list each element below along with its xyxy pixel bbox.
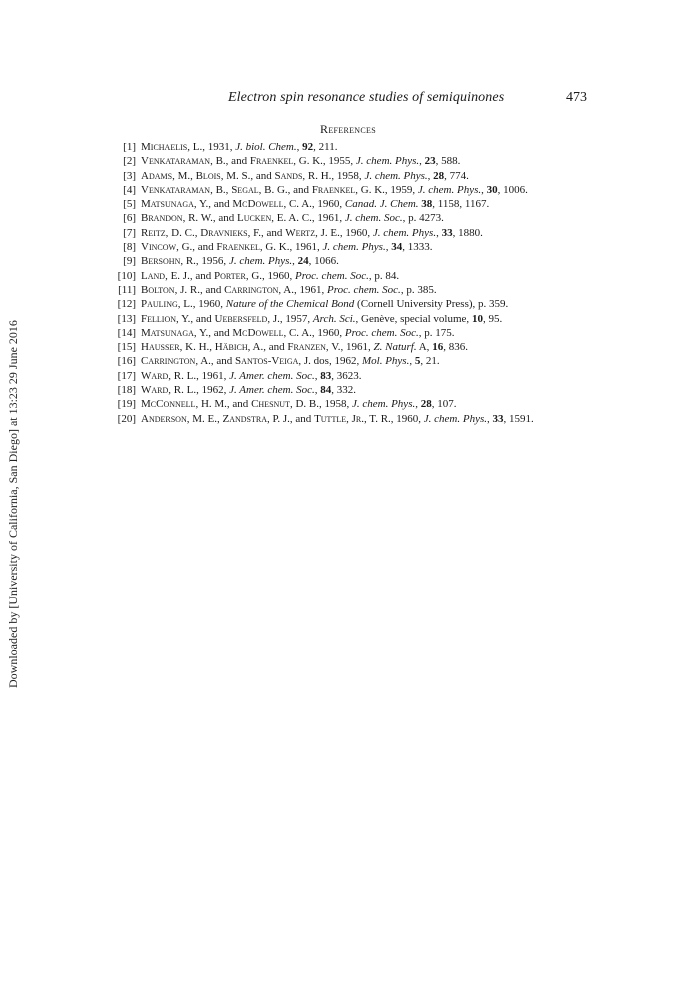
ref-author: Uebersfeld: [214, 312, 268, 325]
ref-journal: J. Amer. chem. Soc.: [229, 369, 315, 382]
ref-author: Reitz: [141, 226, 166, 239]
ref-journal: Mol. Phys.: [361, 355, 410, 368]
ref-journal: J. chem. Phys.: [417, 183, 482, 196]
reference-number: [20]: [117, 412, 136, 425]
ref-text: ,: [415, 398, 421, 411]
ref-text: , 95.: [482, 312, 503, 325]
ref-text: , 836.: [443, 341, 468, 354]
reference-number: [5]: [123, 198, 136, 211]
ref-volume: 16: [432, 341, 444, 354]
ref-text: ,: [314, 384, 321, 397]
ref-text: , C. A., 1960,: [283, 198, 345, 211]
ref-text: , M. E.,: [186, 412, 223, 425]
ref-text: , J. R., and: [174, 283, 225, 296]
ref-volume: 28: [433, 169, 445, 182]
ref-author: Matsunaga: [141, 198, 194, 211]
reference-item: [110, 140, 600, 154]
ref-text: , R. W., and: [182, 212, 237, 225]
ref-text: , D. C.,: [165, 226, 201, 239]
ref-volume: 24: [297, 255, 309, 268]
ref-text: , 1591.: [503, 412, 534, 425]
ref-journal: Canad. J. Chem.: [344, 198, 419, 211]
ref-text: ,: [436, 226, 442, 239]
ref-journal: J. chem. Phys.: [423, 412, 488, 425]
ref-text: , p. 84.: [368, 269, 400, 282]
reference-number: [6]: [123, 212, 136, 225]
ref-text: , J. dos, 1962,: [298, 355, 362, 368]
ref-text: , R. L., 1962,: [168, 384, 230, 397]
ref-author: McDowell: [232, 198, 284, 211]
reference-item: [110, 269, 600, 283]
ref-author: Pauling: [141, 298, 178, 311]
ref-text: , R. H., 1958,: [302, 169, 365, 182]
ref-text: , 3623.: [331, 369, 362, 382]
reference-number: [1]: [123, 141, 136, 153]
ref-text: , 211.: [313, 141, 338, 153]
ref-text: , 1006.: [497, 183, 528, 196]
reference-number: [19]: [117, 398, 136, 411]
ref-author: Ward: [141, 384, 169, 397]
reference-number: [18]: [117, 384, 136, 397]
ref-author: Franzen: [287, 341, 326, 354]
ref-text: , C. A., 1960,: [283, 326, 345, 339]
ref-text: , 1066.: [308, 255, 339, 268]
reference-item: [110, 197, 600, 211]
running-title: Electron spin resonance studies of semiquinones: [228, 90, 505, 105]
ref-text: , G., 1960,: [245, 269, 296, 282]
reference-body: [141, 354, 600, 368]
download-notice: Downloaded by [University of California, San Diego] at 13:23 29 June 2016: [6, 320, 20, 688]
reference-body: [141, 269, 600, 283]
ref-journal: Arch. Sci.: [312, 312, 356, 325]
ref-text: , M. S., and: [220, 169, 275, 182]
reference-item: [110, 297, 600, 311]
ref-author: Wertz: [285, 226, 316, 239]
ref-text: A,: [416, 341, 433, 354]
ref-text: ,: [481, 183, 487, 196]
ref-text: , 21.: [420, 355, 440, 368]
reference-number: [12]: [117, 298, 136, 311]
ref-text: ,: [346, 412, 352, 425]
ref-volume: 5: [414, 355, 421, 368]
reference-number: [15]: [117, 341, 136, 354]
ref-author: Bolton: [141, 283, 175, 296]
reference-body: [141, 211, 600, 225]
ref-journal: Proc. chem. Soc.: [295, 269, 369, 282]
ref-author: Zandstra: [222, 412, 267, 425]
ref-author: Carrington: [141, 355, 196, 368]
reference-number: [2]: [123, 155, 136, 168]
reference-number: [13]: [117, 312, 136, 325]
reference-body: [141, 326, 600, 340]
reference-number: [8]: [123, 241, 136, 254]
ref-author: Porter: [213, 269, 246, 282]
ref-journal: Proc. chem. Soc.: [326, 283, 401, 296]
ref-text: , 107.: [431, 398, 457, 411]
reference-body: [141, 369, 600, 383]
reference-number: [7]: [123, 226, 136, 239]
ref-text: , 1333.: [402, 241, 433, 254]
ref-author: Bersohn: [141, 255, 181, 268]
reference-item: [110, 340, 600, 354]
references-heading: References: [320, 122, 376, 136]
reference-body: [141, 154, 600, 168]
reference-number: [9]: [123, 255, 136, 268]
ref-text: , L., 1931,: [187, 141, 236, 153]
ref-text: , 332.: [331, 384, 356, 397]
reference-item: [110, 283, 600, 297]
reference-item: [110, 383, 600, 397]
ref-text: , 774.: [444, 169, 469, 182]
ref-author: Sands: [274, 169, 303, 182]
ref-text: , A., 1961,: [278, 283, 327, 296]
reference-list: [110, 140, 600, 426]
reference-body: [141, 297, 600, 311]
reference-item: [110, 169, 600, 183]
reference-item: [110, 354, 600, 368]
ref-author: Hausser: [141, 341, 180, 354]
ref-text: , G. K., 1961,: [259, 241, 323, 254]
ref-journal: J. chem. Phys.: [355, 155, 420, 168]
ref-author: Carrington: [224, 283, 279, 296]
ref-volume: 23: [424, 155, 436, 168]
ref-volume: 38: [421, 198, 433, 211]
ref-text: ,: [292, 255, 298, 268]
ref-journal: J. chem. Phys.: [228, 255, 293, 268]
ref-volume: 28: [420, 398, 432, 411]
reference-item: [110, 254, 600, 268]
ref-text: , Y., and: [193, 198, 233, 211]
ref-author: Fraenkel: [216, 241, 260, 254]
ref-text: ,: [419, 155, 425, 168]
ref-journal: J. biol. Chem.: [235, 141, 297, 153]
ref-text: (Cornell University Press), p. 359.: [354, 298, 509, 311]
reference-number: [4]: [123, 183, 136, 196]
ref-text: , A., and: [195, 355, 236, 368]
ref-journal: Proc. chem. Soc.: [344, 326, 419, 339]
ref-text: ,: [409, 355, 415, 368]
ref-text: , p. 385.: [400, 283, 437, 296]
reference-item: [110, 154, 600, 168]
ref-author: Chesnut: [251, 398, 290, 411]
ref-text: , B. G., and: [258, 183, 312, 196]
page-number: 473: [566, 90, 587, 105]
reference-item: [110, 211, 600, 225]
ref-volume: 10: [471, 312, 483, 325]
ref-text: , L., 1960,: [177, 298, 226, 311]
reference-body: [141, 197, 600, 211]
ref-journal: J. chem. Phys.: [364, 169, 428, 182]
ref-text: , E. A. C., 1961,: [271, 212, 345, 225]
ref-text: , B.,: [210, 183, 232, 196]
ref-author: Lucken: [236, 212, 272, 225]
ref-volume: 84: [320, 384, 332, 397]
reference-body: [141, 340, 600, 354]
ref-journal: Nature of the Chemical Bond: [225, 298, 355, 311]
ref-text: , A., and: [247, 341, 288, 354]
ref-volume: 92: [302, 141, 314, 153]
reference-body: [141, 397, 600, 411]
ref-author: Adams: [141, 169, 173, 182]
ref-author: Dravnieks: [200, 226, 248, 239]
reference-item: [110, 369, 600, 383]
reference-item: [110, 183, 600, 197]
ref-author: Fraenkel: [311, 183, 356, 196]
ref-text: , B., and: [210, 155, 250, 168]
reference-item: [110, 326, 600, 340]
ref-text: , J., 1957,: [267, 312, 313, 325]
ref-text: , V., 1961,: [325, 341, 374, 354]
ref-text: ,: [427, 169, 434, 182]
reference-number: [17]: [117, 369, 136, 382]
ref-text: , G., and: [176, 241, 217, 254]
ref-text: , K. H.,: [179, 341, 215, 354]
reference-item: [110, 226, 600, 240]
ref-author: Blois: [195, 169, 221, 182]
reference-item: [110, 397, 600, 411]
reference-number: [10]: [117, 269, 136, 282]
ref-author: Venkataraman: [141, 155, 211, 168]
reference-body: [141, 283, 600, 297]
reference-number: [3]: [123, 169, 136, 182]
ref-text: , Y., and: [176, 312, 215, 325]
ref-journal: J. chem. Phys.: [352, 398, 416, 411]
ref-author: McDowell: [232, 326, 284, 339]
ref-journal: J. chem. Phys.: [372, 226, 437, 239]
reference-body: [141, 383, 600, 397]
ref-author: Segal: [231, 183, 259, 196]
reference-body: [141, 226, 600, 240]
ref-author: McConnell: [141, 398, 196, 411]
ref-author: Anderson: [141, 412, 187, 425]
ref-text: , p. 4273.: [402, 212, 444, 225]
reference-body: [141, 140, 600, 154]
reference-number: [14]: [117, 326, 136, 339]
reference-body: [141, 240, 600, 254]
ref-author: Land: [141, 269, 166, 282]
ref-text: ,: [314, 369, 321, 382]
reference-body: [141, 183, 600, 197]
ref-author: Venkataraman: [141, 183, 211, 196]
ref-journal: Z. Naturf.: [373, 341, 417, 354]
ref-journal: J. chem. Phys.: [322, 241, 386, 254]
ref-journal: J. chem. Soc.: [344, 212, 403, 225]
ref-text: , R., 1956,: [180, 255, 229, 268]
ref-author: Tuttle: [314, 412, 347, 425]
ref-text: , 1158, 1167.: [432, 198, 490, 211]
ref-volume: 34: [391, 241, 403, 254]
ref-text: ,: [296, 141, 303, 153]
ref-text: ,: [385, 241, 392, 254]
ref-journal: J. Amer. chem. Soc.: [229, 384, 315, 397]
ref-author: Ward: [141, 369, 169, 382]
ref-text: , G. K., 1955,: [293, 155, 356, 168]
ref-volume: 33: [441, 226, 453, 239]
reference-body: [141, 169, 600, 183]
ref-text: , F., and: [247, 226, 286, 239]
ref-text: , T. R., 1960,: [363, 412, 424, 425]
ref-text: , 1880.: [452, 226, 483, 239]
ref-author: Jr.: [351, 412, 364, 425]
ref-text: ,: [487, 412, 493, 425]
ref-volume: 33: [492, 412, 504, 425]
ref-text: , P. J., and: [267, 412, 315, 425]
ref-text: , D. B., 1958,: [289, 398, 352, 411]
ref-text: , p. 175.: [418, 326, 455, 339]
ref-author: Häbich: [214, 341, 248, 354]
reference-item: [110, 240, 600, 254]
reference-number: [11]: [118, 283, 136, 296]
reference-item: [110, 312, 600, 326]
ref-author: Santos-Veiga: [235, 355, 299, 368]
ref-text: , J. E., 1960,: [315, 226, 373, 239]
ref-text: , G. K., 1959,: [355, 183, 418, 196]
ref-author: Vincow: [141, 241, 177, 254]
ref-text: , H. M., and: [195, 398, 252, 411]
ref-text: , E. J., and: [165, 269, 214, 282]
ref-volume: 83: [320, 369, 332, 382]
ref-author: Fraenkel: [249, 155, 294, 168]
ref-text: , M.,: [172, 169, 196, 182]
reference-body: [141, 412, 600, 426]
ref-text: , 588.: [435, 155, 461, 168]
reference-number: [16]: [117, 355, 136, 368]
ref-author: Michaelis: [141, 141, 188, 153]
ref-volume: 30: [486, 183, 498, 196]
ref-author: Fellion: [141, 312, 176, 325]
ref-text: , Y., and: [193, 326, 233, 339]
reference-item: [110, 412, 600, 426]
ref-text: , Genève, special volume,: [355, 312, 472, 325]
ref-author: Brandon: [141, 212, 183, 225]
reference-body: [141, 254, 600, 268]
reference-body: [141, 312, 600, 326]
ref-text: , R. L., 1961,: [168, 369, 230, 382]
ref-author: Matsunaga: [141, 326, 194, 339]
